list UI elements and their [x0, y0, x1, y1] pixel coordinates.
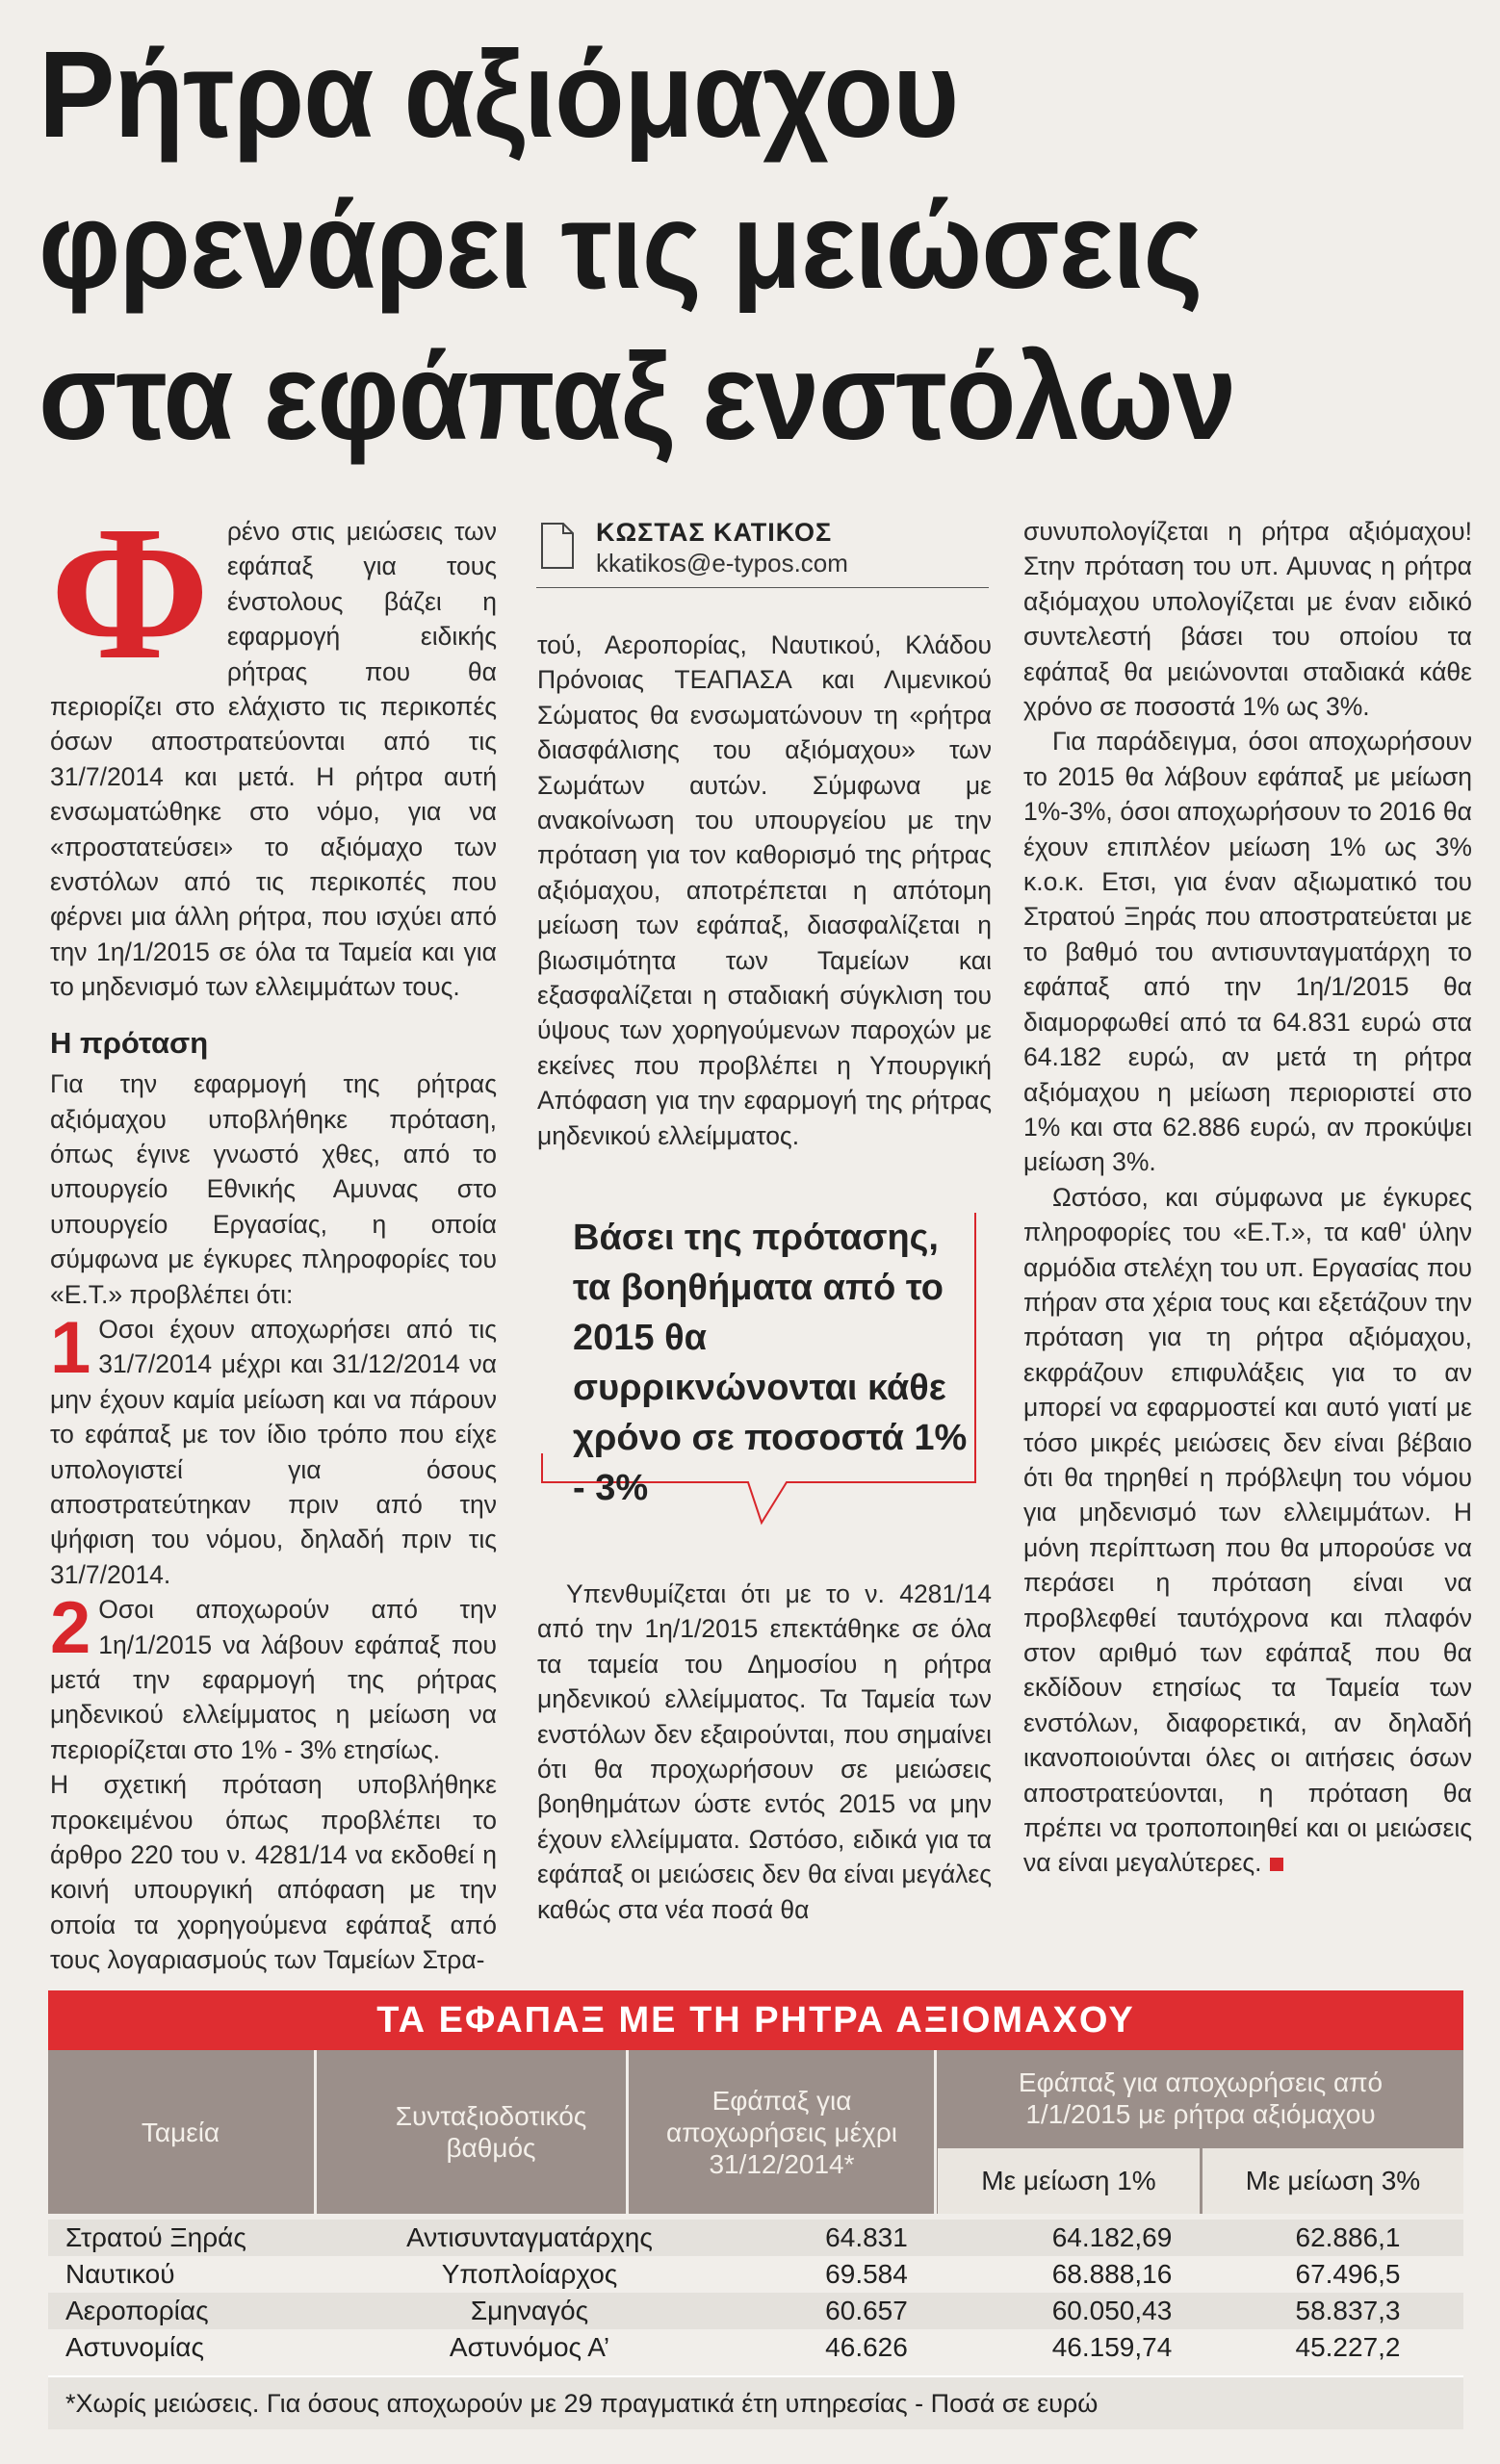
table-row	[48, 2256, 1463, 2293]
cell-cut-1: 46.159,74	[1051, 2332, 1173, 2362]
article-paragraph	[1023, 1180, 1472, 1881]
headline-line-2: φρενάρει τις μειώσεις	[39, 177, 1203, 315]
article-paragraph: Για παράδειγμα, όσοι αποχωρήσουν το 2015 θα λάβουν εφάπαξ με μείωση 1%-3%, όσοι αποχωρήσουν το 2016 θα έχουν επιπλέον μείωση 1% ως 3% κ.ο.κ. Ετσι, για έναν αξιωματικό του Στρατού Ξηράς που αποστρατεύεται με το βαθμό του αντισυνταγματάρχη το εφάπαξ από την 1η/1/2015 θα διαμορφωθεί από τα 64.831 ευρώ στα 64.182 ευρώ, αν μετά τη ρήτρα αξιόμαχου η μείωση περιοριστεί στο 1% και στα 62.886 ευρώ, αν προκύψει μείωση 3%.	[1023, 727, 1472, 1177]
list-item-2-text: Οσοι αποχωρούν από την 1η/1/2015 να λάβουν εφάπαξ που μετά την εφαρμογή της ρήτρας μηδενικού ελλείμματος η μείωση να περιορίζεται στο 1% - 3% ετησίως.	[50, 1595, 497, 1764]
cell-cut-3: 45.227,2	[1295, 2332, 1401, 2362]
cell-cut-1: 64.182,69	[1051, 2222, 1173, 2252]
article-paragraph: τού, Αεροπορίας, Ναυτικού, Κλάδου Πρόνοιας ΤΕΑΠΑΣΑ και Λιμενικού Σώματος θα ενσωματώνουν τη «ρήτρα διασφάλισης του αξιόμαχου» των Σωμάτων αυτών. Σύμφωνα με ανακοίνωση του υπουργείου με την πρόταση για τον καθορισμό της ρήτρας αξιόμαχου, αποτρέπεται η απότομη μείωση των εφάπαξ, διασφαλίζεται η βιωσιμότητα των Ταμείων και εξασφαλίζεται η σταδιακή σύγκλιση του ύψους των χορηγούμενων παροχών με εκείνες που προβλέπει η Υπουργική Απόφαση για την εφαρμογή της ρήτρας μηδενικού ελλείμματος.	[537, 630, 992, 1150]
table-header	[48, 2050, 1463, 2214]
column-2	[537, 628, 992, 1153]
pull-quote	[534, 1194, 987, 1530]
cell-before: 64.831	[825, 2222, 908, 2252]
end-mark-icon	[1270, 1858, 1283, 1871]
header-divider	[934, 2050, 937, 2214]
cell-rank: Σμηναγός	[470, 2296, 589, 2325]
author-email: kkatikos@e-typos.com	[596, 549, 848, 578]
cell-cut-3: 62.886,1	[1295, 2222, 1401, 2252]
table-row	[48, 2329, 1463, 2366]
headline-line-1: Ρήτρα αξιόμαχου	[39, 26, 959, 164]
list-item-1	[50, 1306, 497, 1592]
table-row	[48, 2293, 1463, 2329]
cell-cut-1: 60.050,43	[1051, 2296, 1173, 2325]
cell-fund: Αεροπορίας	[65, 2296, 209, 2325]
pull-quote-text: Βάσει της πρότασης, τα βοηθήματα από το 2015 θα συρρικνώνονται κάθε χρόνο σε ποσοστά 1% - 3%	[573, 1218, 968, 1508]
article-paragraph: Υπενθυμίζεται ότι με το ν. 4281/14 από την 1η/1/2015 επεκτάθηκε σε όλα τα ταμεία του Δημοσίου η ρήτρα μηδενικού ελλείμματος. Τα Ταμεία των ενστόλων δεν εξαιρούνται, που σημαίνει ότι θα προχωρήσουν σε μειώσεις βοηθημάτων ώστε εντός 2015 να μην έχουν ελλείμματα. Ωστόσο, ειδικά για τα εφάπαξ οι μειώσεις δεν θα είναι μεγάλες καθώς στα νέα ποσά θα	[537, 1579, 992, 1924]
cell-fund: Στρατού Ξηράς	[65, 2222, 246, 2252]
cell-rank: Αστυνόμος Α’	[449, 2332, 610, 2362]
cell-fund: Αστυνομίας	[65, 2332, 204, 2362]
list-number-1: 1	[50, 1306, 91, 1389]
intro-paragraph	[50, 487, 497, 1005]
header-divider	[314, 2050, 317, 2214]
cell-cut-1: 68.888,16	[1051, 2259, 1173, 2289]
cell-cut-3: 58.837,3	[1295, 2296, 1401, 2325]
author-name: ΚΩΣΤΑΣ ΚΑΤΙΚΟΣ	[596, 518, 833, 547]
table-row	[48, 2220, 1463, 2256]
table-title: ΤΑ ΕΦΑΠΑΞ ΜΕ ΤΗ ΡΗΤΡΑ ΑΞΙΟΜΑΧΟΥ	[48, 1990, 1463, 2050]
header-rank: Συνταξιοδοτικός βαθμός	[395, 2101, 587, 2163]
headline	[39, 19, 1363, 473]
table-footnote: *Χωρίς μειώσεις. Για όσους αποχωρούν με 29 πραγματικά έτη υπηρεσίας - Ποσά σε ευρώ	[48, 2375, 1463, 2429]
cell-before: 60.657	[825, 2296, 908, 2325]
cell-rank: Υποπλοίαρχος	[441, 2259, 618, 2289]
column-2-continued	[537, 1577, 992, 1927]
header-cut-3: Με μείωση 3%	[1203, 2148, 1463, 2214]
header-cut-1: Με μείωση 1%	[938, 2148, 1200, 2214]
header-divider	[626, 2050, 629, 2214]
cell-rank: Αντισυνταγματάρχης	[406, 2222, 653, 2252]
byline-rule	[536, 587, 989, 588]
list-number-2: 2	[50, 1587, 91, 1670]
byline	[536, 518, 989, 591]
header-before: Εφάπαξ για αποχωρήσεις μέχρι 31/12/2014*	[666, 2085, 897, 2179]
column-1	[50, 487, 497, 1978]
document-icon	[540, 522, 575, 570]
intro-text: ρένο στις μειώσεις των εφάπαξ για τους ένστολους βάζει η εφαρμογή ειδικής ρήτρας που θα περιορίζει στο ελάχιστο τις περικοπές όσων αποστρατεύονται από τις 31/7/2014 και μετά. Η ρήτρα αυτή ενσωματώθηκε στο νόμο, για να «προστατεύσει» το αξιόμαχο των ενστόλων από τις περικοπές που φέρνει μια άλλη ρήτρα, που ισχύει από την 1η/1/2015 σε όλα τα Ταμεία και για το μηδενισμό των ελλειμμάτων τους.	[50, 517, 497, 1002]
article-paragraph: Η σχετική πρόταση υποβλήθηκε προκειμένου όπως προβλέπει το άρθρο 220 του ν. 4281/14 να εκδοθεί η κοινή υπουργική απόφαση με την οποία τα χορηγούμενα εφάπαξ από τους λογαριασμούς των Ταμείων Στρα-	[50, 1770, 497, 1975]
list-item-1-text: Οσοι έχουν αποχωρήσει από τις 31/7/2014 μέχρι και 31/12/2014 να μην έχουν καμία μείωση και να πάρουν το εφάπαξ με τον ίδιο τρόπο που είχε υπολογιστεί για όσους αποστρατεύτηκαν πριν από την ψήφιση του νόμου, δηλαδή πριν τις 31/7/2014.	[50, 1314, 497, 1589]
header-after: Εφάπαξ για αποχωρήσεις από 1/1/2015 με ρήτρα αξιόμαχου	[1018, 2067, 1384, 2129]
closing-paragraph-text: Ωστόσο, και σύμφωνα με έγκυρες πληροφορίες του «Ε.Τ.», τα καθ' ύλην αρμόδια στελέχη του υπ. Εργασίας που πήραν στα χέρια τους και εξετάζουν την πρόταση για τη ρήτρα αξιόμαχου, εκφράζουν επιφυλάξεις για το αν μπορεί να εφαρμοστεί και αυτό γιατί με τόσο μικρές μειώσεις δεν είναι βέβαιο ότι θα τηρηθεί η πρόβλεψη του νόμου για μηδενισμό των ελλειμμάτων. Η μόνη περίπτωση που θα μπορούσε να περάσει η πρόταση είναι να προβλεφθεί ταυτόχρονα και πλαφόν στον αριθμό των εφάπαξ που θα εκδίδουν ετησίως τα Ταμεία των ενστόλων, διαφορετικά, αν δηλαδή ικανοποιούνται όλες οι αιτήσεις όσων αποστρατεύονται, η πρόταση θα πρέπει να τροποποιηθεί και οι μειώσεις να είναι μεγαλύτερες.	[1023, 1182, 1472, 1878]
cell-cut-3: 67.496,5	[1295, 2259, 1401, 2289]
column-3	[1023, 514, 1472, 1881]
cell-before: 69.584	[825, 2259, 908, 2289]
pension-table	[48, 1990, 1463, 2429]
cell-before: 46.626	[825, 2332, 908, 2362]
subhead-proposal: Η πρόταση	[50, 1025, 209, 1060]
header-fund: Ταμεία	[141, 2117, 220, 2147]
cell-fund: Ναυτικού	[65, 2259, 175, 2289]
headline-line-3: στα εφάπαξ ενστόλων	[39, 328, 1236, 466]
proposal-paragraph: Για την εφαρμογή της ρήτρας αξιόμαχου υποβλήθηκε πρόταση, όπως έγινε γνωστό χθες, από το υπουργείο Εθνικής Αμυνας στο υπουργείο Εργασίας, η οποία σύμφωνα με έγκυρες πληροφορίες του «Ε.Τ.» προβλέπει ότι:	[50, 1069, 497, 1309]
list-item-2	[50, 1587, 497, 1767]
table-body	[48, 2220, 1463, 2366]
article-paragraph: συνυπολογίζεται η ρήτρα αξιόμαχου! Στην πρόταση του υπ. Αμυνας η ρήτρα αξιόμαχου υπολογίζεται με έναν ειδικό συντελεστή βάσει του οποίου τα εφάπαξ θα μειώνονται σταδιακά κάθε χρόνο σε ποσοστά 1% ως 3%.	[1023, 517, 1472, 722]
drop-cap: Φ	[50, 487, 210, 700]
